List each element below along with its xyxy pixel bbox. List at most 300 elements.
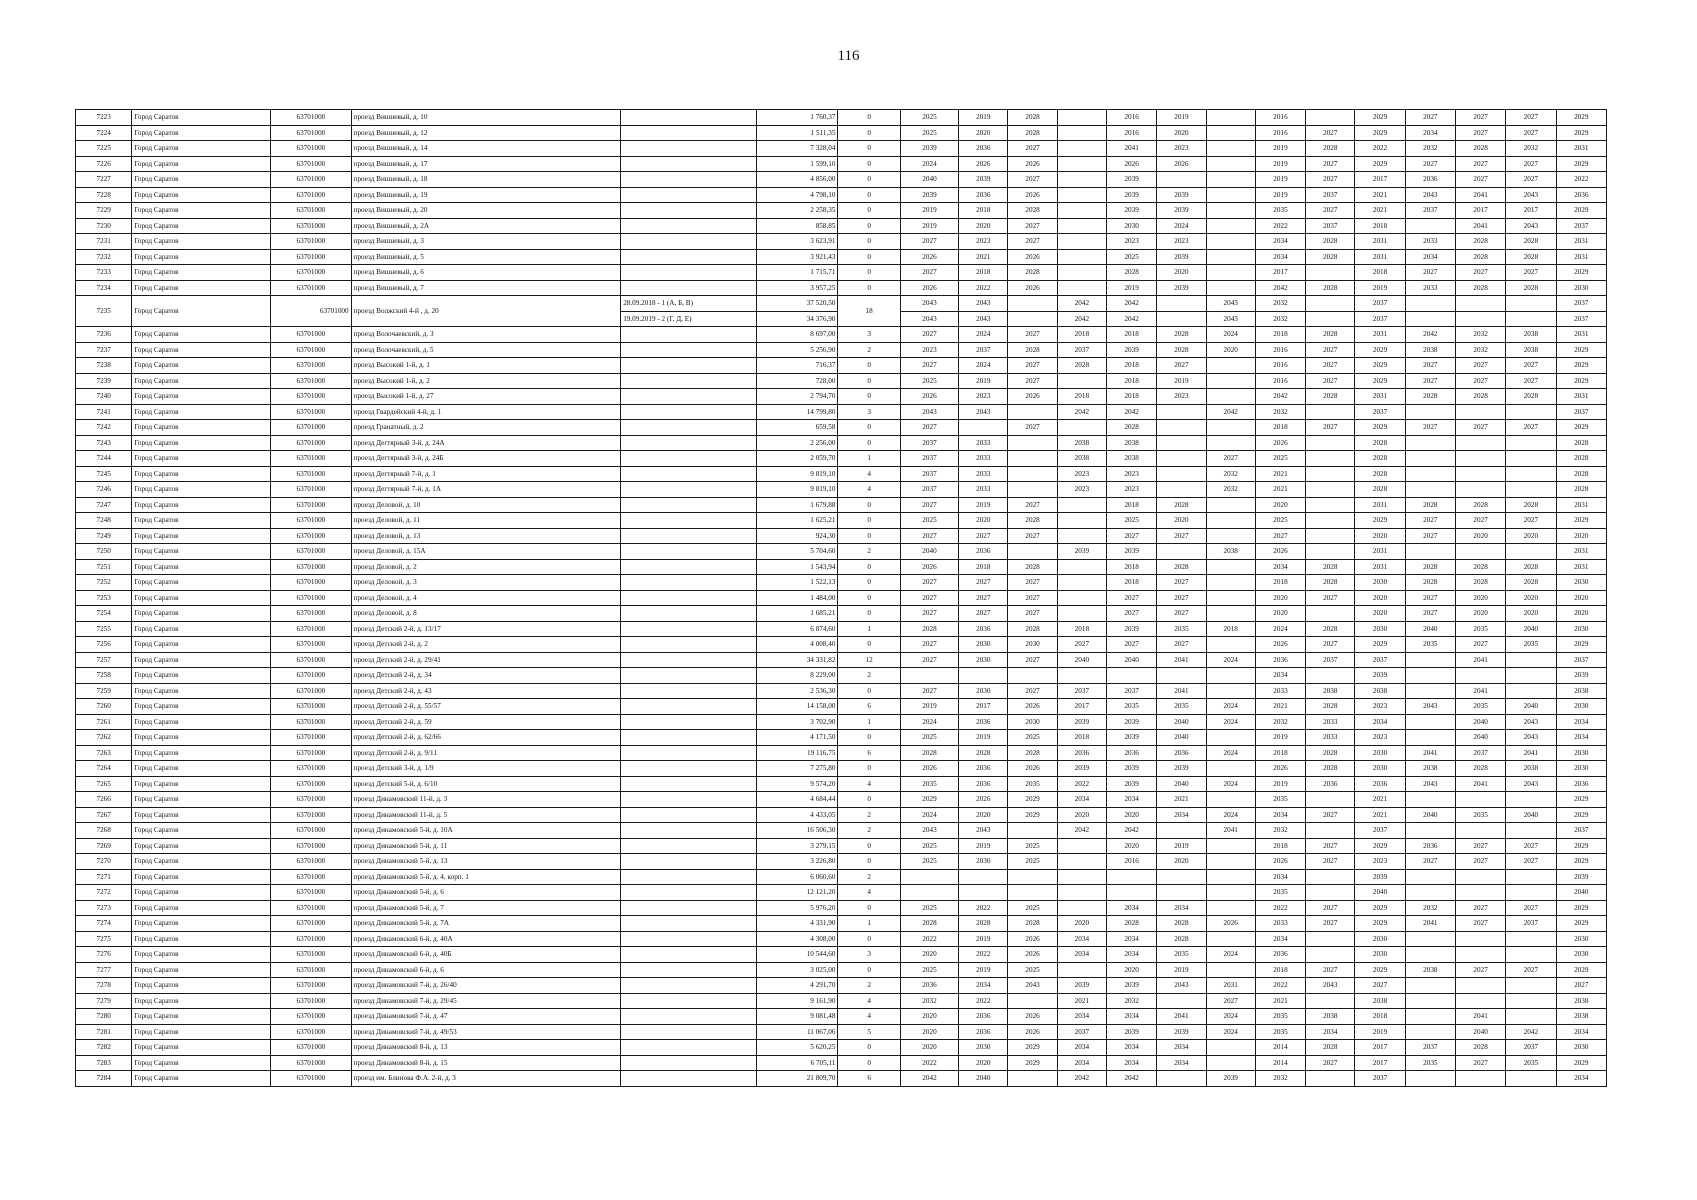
year-cell: 2029: [1556, 420, 1606, 436]
table-row: [76, 404, 1607, 420]
year-cell: [1506, 931, 1556, 947]
year-cell: 2037: [1355, 823, 1405, 839]
year-cell: 2026: [1255, 854, 1305, 870]
year-cell: 2042: [900, 1071, 958, 1087]
year-cell: 2034: [1057, 1055, 1106, 1071]
year-cell: [1405, 1024, 1455, 1040]
year-cell: 2028: [1355, 482, 1405, 498]
oktmo-cell: 63701000: [271, 513, 351, 529]
address-cell: проезд Гранатный, д. 2: [351, 420, 621, 436]
year-cell: 2020: [1506, 590, 1556, 606]
year-cell: [1506, 466, 1556, 482]
year-cell: 2027: [900, 590, 958, 606]
count-cell: 3: [838, 327, 900, 343]
year-cell: 2018: [1106, 497, 1156, 513]
city-cell: Город Саратов: [132, 141, 271, 157]
year-cell: 2034: [1106, 1009, 1156, 1025]
city-cell: Город Саратов: [132, 745, 271, 761]
year-cell: 2018: [1355, 1009, 1405, 1025]
year-cell: 2027: [1008, 172, 1057, 188]
year-cell: 2024: [959, 327, 1008, 343]
year-cell: 2031: [1355, 544, 1405, 560]
address-cell: проезд Деловой, д. 13: [351, 528, 621, 544]
year-cell: 2029: [1556, 203, 1606, 219]
count-cell: 4: [838, 885, 900, 901]
address-cell: проезд Динамовский 8-й, д. 15: [351, 1055, 621, 1071]
year-cell: [1057, 900, 1106, 916]
year-cell: 2020: [1206, 342, 1255, 358]
year-cell: 2023: [1355, 854, 1405, 870]
year-cell: 2027: [1008, 358, 1057, 374]
year-cell: [1008, 993, 1057, 1009]
year-cell: 2026: [1008, 761, 1057, 777]
table-row: [76, 513, 1607, 529]
year-cell: 2036: [959, 544, 1008, 560]
year-cell: 2017: [1255, 265, 1305, 281]
year-cell: 2027: [1306, 373, 1355, 389]
year-cell: 2020: [1157, 265, 1206, 281]
table-row: [76, 265, 1607, 281]
city-cell: Город Саратов: [132, 1040, 271, 1056]
city-cell: Город Саратов: [132, 451, 271, 467]
address-cell: проезд Динамовский 5-й, д. 4, корп. 1: [351, 869, 621, 885]
year-cell: 2019: [959, 110, 1008, 126]
city-cell: Город Саратов: [132, 590, 271, 606]
year-cell: 2029: [1556, 513, 1606, 529]
count-cell: 6: [838, 745, 900, 761]
city-cell: Город Саратов: [132, 528, 271, 544]
year-cell: 2017: [1506, 203, 1556, 219]
area-cell: 11 067,06: [756, 1024, 837, 1040]
year-cell: [1206, 900, 1255, 916]
area-cell: 1 522,13: [756, 575, 837, 591]
year-cell: 2027: [1455, 1055, 1505, 1071]
year-cell: 2018: [1057, 730, 1106, 746]
year-cell: [1057, 559, 1106, 575]
row-number: 7227: [76, 172, 132, 188]
year-cell: 2038: [1057, 451, 1106, 467]
year-cell: 2024: [1255, 621, 1305, 637]
area-cell: 4 291,70: [756, 978, 837, 994]
city-cell: Город Саратов: [132, 404, 271, 420]
year-cell: 2040: [1057, 652, 1106, 668]
address-cell: проезд Деловой, д. 4: [351, 590, 621, 606]
year-cell: 2040: [1455, 714, 1505, 730]
year-cell: 2028: [1556, 435, 1606, 451]
note-cell: [621, 141, 757, 157]
city-cell: Город Саратов: [132, 699, 271, 715]
year-cell: [1455, 311, 1505, 327]
year-cell: [1157, 172, 1206, 188]
oktmo-cell: 63701000: [271, 807, 351, 823]
year-cell: 2029: [1008, 792, 1057, 808]
year-cell: 2039: [1106, 730, 1156, 746]
area-cell: 3 623,91: [756, 234, 837, 250]
year-cell: 2028: [1106, 265, 1156, 281]
row-number: 7248: [76, 513, 132, 529]
year-cell: [1206, 885, 1255, 901]
oktmo-cell: 63701000: [271, 869, 351, 885]
city-cell: Город Саратов: [132, 265, 271, 281]
year-cell: 2028: [1355, 466, 1405, 482]
year-cell: [1206, 389, 1255, 405]
city-cell: Город Саратов: [132, 792, 271, 808]
area-cell: 1 715,71: [756, 265, 837, 281]
count-cell: 0: [838, 1055, 900, 1071]
table-row: [76, 389, 1607, 405]
year-cell: 2035: [1255, 203, 1305, 219]
year-cell: 2020: [959, 218, 1008, 234]
year-cell: 2027: [1306, 172, 1355, 188]
note-cell: [621, 373, 757, 389]
row-number: 7246: [76, 482, 132, 498]
year-cell: 2032: [1206, 466, 1255, 482]
table-row: [76, 1055, 1607, 1071]
table-row: [76, 885, 1607, 901]
year-cell: 2021: [1057, 993, 1106, 1009]
year-cell: [1157, 296, 1206, 312]
note-cell: [621, 187, 757, 203]
year-cell: [1206, 962, 1255, 978]
year-cell: 2029: [1008, 1040, 1057, 1056]
city-cell: Город Саратов: [132, 218, 271, 234]
row-number: 7269: [76, 838, 132, 854]
year-cell: 2043: [959, 823, 1008, 839]
note-cell: [621, 110, 757, 126]
count-cell: 0: [838, 900, 900, 916]
year-cell: [1157, 993, 1206, 1009]
oktmo-cell: 63701000: [271, 854, 351, 870]
oktmo-cell: 63701000: [271, 327, 351, 343]
year-cell: 2020: [1455, 590, 1505, 606]
year-cell: 2027: [900, 637, 958, 653]
year-cell: 2022: [959, 993, 1008, 1009]
table-row: [76, 327, 1607, 343]
year-cell: [1206, 1055, 1255, 1071]
year-cell: 2029: [1556, 900, 1606, 916]
year-cell: 2041: [1405, 916, 1455, 932]
year-cell: 2025: [900, 110, 958, 126]
city-cell: Город Саратов: [132, 1009, 271, 1025]
year-cell: 2033: [959, 451, 1008, 467]
count-cell: 0: [838, 358, 900, 374]
address-cell: проезд Детский 2-й, д. 2: [351, 637, 621, 653]
oktmo-cell: 63701000: [271, 776, 351, 792]
note-cell: [621, 342, 757, 358]
year-cell: 2030: [1355, 621, 1405, 637]
year-cell: 2037: [1506, 916, 1556, 932]
oktmo-cell: 63701000: [271, 962, 351, 978]
year-cell: [1057, 249, 1106, 265]
year-cell: 2040: [1506, 699, 1556, 715]
address-cell: проезд Детский 3-й, д. 1/9: [351, 761, 621, 777]
year-cell: 2020: [1157, 854, 1206, 870]
year-cell: 2040: [1157, 730, 1206, 746]
year-cell: 2031: [1355, 249, 1405, 265]
note-cell: [621, 575, 757, 591]
year-cell: 2043: [900, 404, 958, 420]
year-cell: [1057, 590, 1106, 606]
page-number: 116: [837, 48, 860, 64]
year-cell: 2028: [1455, 761, 1505, 777]
year-cell: [1405, 714, 1455, 730]
year-cell: 2029: [1556, 637, 1606, 653]
year-cell: [1206, 125, 1255, 141]
year-cell: 2025: [900, 730, 958, 746]
note-cell: [621, 745, 757, 761]
year-cell: 2027: [959, 606, 1008, 622]
count-cell: 0: [838, 683, 900, 699]
year-cell: 2025: [900, 373, 958, 389]
year-cell: [1306, 466, 1355, 482]
row-number: 7273: [76, 900, 132, 916]
year-cell: 2019: [959, 838, 1008, 854]
year-cell: 2021: [1355, 792, 1405, 808]
oktmo-cell: 63701000: [271, 714, 351, 730]
year-cell: 2043: [1405, 187, 1455, 203]
year-cell: 2024: [959, 358, 1008, 374]
year-cell: 2041: [1455, 1009, 1505, 1025]
table-row: [76, 637, 1607, 653]
year-cell: 2036: [1556, 776, 1606, 792]
note-cell: [621, 621, 757, 637]
city-cell: Город Саратов: [132, 807, 271, 823]
year-cell: [1405, 792, 1455, 808]
year-cell: 2027: [900, 575, 958, 591]
year-cell: 2030: [959, 1040, 1008, 1056]
year-cell: 2040: [1455, 730, 1505, 746]
city-cell: Город Саратов: [132, 187, 271, 203]
year-cell: 2027: [1008, 234, 1057, 250]
year-cell: 2037: [1556, 218, 1606, 234]
year-cell: 2016: [1106, 125, 1156, 141]
year-cell: 2027: [900, 234, 958, 250]
note-cell: [621, 668, 757, 684]
note-cell: [621, 1055, 757, 1071]
year-cell: [1506, 683, 1556, 699]
city-cell: Город Саратов: [132, 110, 271, 126]
oktmo-cell: 63701000: [271, 296, 351, 327]
year-cell: 2028: [1455, 497, 1505, 513]
year-cell: 2028: [1405, 559, 1455, 575]
year-cell: [1405, 668, 1455, 684]
count-cell: 0: [838, 280, 900, 296]
count-cell: 0: [838, 513, 900, 529]
table-row: [76, 947, 1607, 963]
year-cell: 2041: [1455, 683, 1505, 699]
year-cell: [1455, 792, 1505, 808]
year-cell: 2029: [1355, 513, 1405, 529]
year-cell: 2035: [1255, 885, 1305, 901]
year-cell: [1057, 869, 1106, 885]
row-number: 7282: [76, 1040, 132, 1056]
row-number: 7268: [76, 823, 132, 839]
row-number: 7243: [76, 435, 132, 451]
area-cell: 16 506,30: [756, 823, 837, 839]
oktmo-cell: 63701000: [271, 435, 351, 451]
year-cell: 2041: [1157, 1009, 1206, 1025]
year-cell: [1008, 451, 1057, 467]
note-cell: [621, 761, 757, 777]
year-cell: [1405, 730, 1455, 746]
count-cell: 0: [838, 559, 900, 575]
year-cell: 2026: [1206, 916, 1255, 932]
year-cell: 2028: [1157, 916, 1206, 932]
year-cell: 2035: [1506, 1055, 1556, 1071]
year-cell: [1455, 823, 1505, 839]
year-cell: 2030: [959, 637, 1008, 653]
table-row: [76, 497, 1607, 513]
year-cell: 2040: [1405, 621, 1455, 637]
oktmo-cell: 63701000: [271, 652, 351, 668]
year-cell: 2028: [1455, 575, 1505, 591]
year-cell: 2027: [1057, 637, 1106, 653]
year-cell: [1206, 869, 1255, 885]
year-cell: 2024: [900, 714, 958, 730]
year-cell: 2027: [1405, 156, 1455, 172]
year-cell: 2041: [1455, 776, 1505, 792]
year-cell: 2041: [1206, 823, 1255, 839]
year-cell: 2027: [1008, 683, 1057, 699]
year-cell: 2028: [1008, 125, 1057, 141]
year-cell: 2037: [1355, 1071, 1405, 1087]
area-cell: 19 116,75: [756, 745, 837, 761]
year-cell: 2030: [959, 854, 1008, 870]
table-row: [76, 1009, 1607, 1025]
address-cell: проезд Детский 2-й, д. 29/41: [351, 652, 621, 668]
year-cell: 2020: [1255, 497, 1305, 513]
year-cell: 2028: [1306, 761, 1355, 777]
note-cell: 28.09.2018 - 1 (А, Б, В): [621, 296, 757, 312]
count-cell: 0: [838, 373, 900, 389]
row-number: 7276: [76, 947, 132, 963]
year-cell: 2018: [1355, 265, 1405, 281]
year-cell: 2021: [1255, 466, 1305, 482]
year-cell: [1506, 869, 1556, 885]
year-cell: 2026: [1008, 249, 1057, 265]
area-cell: 21 809,70: [756, 1071, 837, 1087]
year-cell: 2028: [1306, 327, 1355, 343]
year-cell: [1206, 187, 1255, 203]
year-cell: 2026: [900, 559, 958, 575]
year-cell: [1405, 931, 1455, 947]
year-cell: 2023: [1106, 466, 1156, 482]
year-cell: 2018: [1255, 575, 1305, 591]
year-cell: 2028: [1306, 389, 1355, 405]
year-cell: [1157, 404, 1206, 420]
year-cell: 2027: [1008, 141, 1057, 157]
year-cell: 2023: [959, 234, 1008, 250]
year-cell: 2038: [1556, 683, 1606, 699]
area-cell: 5 704,60: [756, 544, 837, 560]
year-cell: [1206, 497, 1255, 513]
year-cell: 2020: [900, 1040, 958, 1056]
year-cell: 2018: [1106, 389, 1156, 405]
note-cell: [621, 823, 757, 839]
year-cell: 2029: [1556, 838, 1606, 854]
year-cell: 2023: [1355, 730, 1405, 746]
area-cell: 5 620,25: [756, 1040, 837, 1056]
year-cell: 2037: [1556, 296, 1606, 312]
city-cell: Город Саратов: [132, 637, 271, 653]
year-cell: 2028: [1455, 141, 1505, 157]
year-cell: [1206, 1040, 1255, 1056]
address-cell: проезд Вишневый, д. 10: [351, 110, 621, 126]
row-number: 7251: [76, 559, 132, 575]
year-cell: 2043: [1506, 776, 1556, 792]
address-cell: проезд Динамовский 7-й, д. 26/40: [351, 978, 621, 994]
year-cell: 2037: [1306, 652, 1355, 668]
year-cell: [1157, 451, 1206, 467]
row-number: 7265: [76, 776, 132, 792]
year-cell: 2028: [1157, 342, 1206, 358]
year-cell: 2018: [1206, 621, 1255, 637]
year-cell: 2031: [1556, 141, 1606, 157]
year-cell: 2025: [1008, 730, 1057, 746]
year-cell: 2020: [900, 1024, 958, 1040]
city-cell: Город Саратов: [132, 823, 271, 839]
year-cell: 2028: [1008, 745, 1057, 761]
housing-registry-table: [75, 109, 1607, 1087]
row-number: 7226: [76, 156, 132, 172]
oktmo-cell: 63701000: [271, 637, 351, 653]
year-cell: 2027: [1008, 606, 1057, 622]
row-number: 7267: [76, 807, 132, 823]
year-cell: 2035: [1455, 621, 1505, 637]
year-cell: 2021: [1255, 482, 1305, 498]
address-cell: проезд Детский 2-й, д. 34: [351, 668, 621, 684]
year-cell: 2040: [1455, 1024, 1505, 1040]
year-cell: [1455, 668, 1505, 684]
note-cell: [621, 482, 757, 498]
note-cell: [621, 637, 757, 653]
year-cell: 2036: [1556, 187, 1606, 203]
year-cell: [1506, 1009, 1556, 1025]
address-cell: проезд Вишневый, д. 3: [351, 234, 621, 250]
year-cell: [1008, 296, 1057, 312]
year-cell: 2036: [1255, 947, 1305, 963]
year-cell: [1008, 435, 1057, 451]
year-cell: 2027: [900, 420, 958, 436]
year-cell: 2028: [1405, 497, 1455, 513]
city-cell: Город Саратов: [132, 156, 271, 172]
address-cell: проезд Деловой, д. 8: [351, 606, 621, 622]
year-cell: 2041: [1455, 218, 1505, 234]
count-cell: 0: [838, 761, 900, 777]
year-cell: 2027: [1405, 528, 1455, 544]
year-cell: 2038: [1405, 342, 1455, 358]
area-cell: 7 328,04: [756, 141, 837, 157]
year-cell: 2027: [1455, 637, 1505, 653]
year-cell: 2042: [1506, 1024, 1556, 1040]
city-cell: Город Саратов: [132, 559, 271, 575]
year-cell: 2042: [1057, 311, 1106, 327]
year-cell: 2028: [1306, 1040, 1355, 1056]
count-cell: 0: [838, 637, 900, 653]
year-cell: 2037: [1306, 218, 1355, 234]
year-cell: [1057, 172, 1106, 188]
table-row: [76, 823, 1607, 839]
address-cell: проезд Вишневый, д. 19: [351, 187, 621, 203]
year-cell: 2034: [1255, 931, 1305, 947]
year-cell: 2031: [1556, 559, 1606, 575]
address-cell: проезд Динамовский 5-й, д. 6: [351, 885, 621, 901]
year-cell: 2030: [1556, 621, 1606, 637]
year-cell: 2035: [1157, 699, 1206, 715]
year-cell: 2028: [1506, 249, 1556, 265]
year-cell: [1206, 838, 1255, 854]
address-cell: проезд Высокий 1-й, д. 2: [351, 373, 621, 389]
